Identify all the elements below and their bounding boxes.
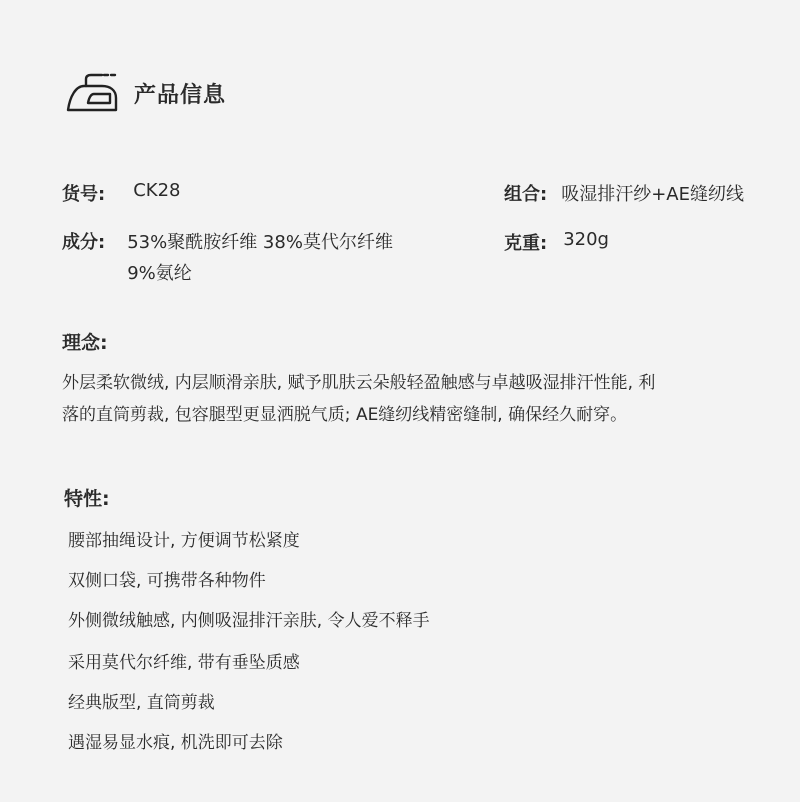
- features-label: 特性:: [64, 488, 110, 510]
- composition-line: 53%聚酰胺纤维 38%莫代尔纤维: [127, 232, 393, 253]
- weight-row: [504, 229, 609, 255]
- concept-line: 外层柔软微绒, 内层顺滑亲肤, 赋予肌肤云朵般轻盈触感与卓越吸湿排汗性能, 利: [62, 373, 656, 393]
- feature-item: 采用莫代尔纤维, 带有垂坠质感: [68, 653, 300, 673]
- concept-line: 落的直筒剪裁, 包容腿型更显洒脱气质; AE缝纫线精密缝制, 确保经久耐穿。: [62, 405, 628, 425]
- weight-label: 克重:: [504, 233, 548, 254]
- product-info-header: [64, 70, 226, 116]
- iron-icon: [64, 70, 120, 116]
- composition-row: [62, 228, 393, 289]
- sku-row: [62, 180, 180, 206]
- combo-label: 组合:: [504, 184, 548, 205]
- feature-item: 双侧口袋, 可携带各种物件: [68, 571, 266, 591]
- composition-label: 成分:: [62, 232, 106, 253]
- weight-value: 320g: [563, 229, 609, 250]
- page-title: 产品信息: [134, 82, 227, 108]
- combo-value: 吸湿排汗纱+AE缝纫线: [561, 184, 744, 205]
- feature-item: 外侧微绒触感, 内侧吸湿排汗亲肤, 令人爱不释手: [68, 611, 430, 631]
- feature-item: 腰部抽绳设计, 方便调节松紧度: [68, 531, 300, 551]
- concept-label: 理念:: [62, 332, 108, 354]
- feature-item: 遇湿易显水痕, 机洗即可去除: [68, 733, 283, 753]
- sku-value: CK28: [133, 180, 181, 201]
- feature-item: 经典版型, 直筒剪裁: [68, 693, 215, 713]
- combo-row: [504, 180, 744, 206]
- composition-line: 9%氨纶: [127, 263, 192, 284]
- composition-values: [127, 227, 393, 289]
- features-list: [68, 522, 430, 753]
- concept-text: [62, 367, 762, 431]
- sku-label: 货号:: [62, 184, 106, 205]
